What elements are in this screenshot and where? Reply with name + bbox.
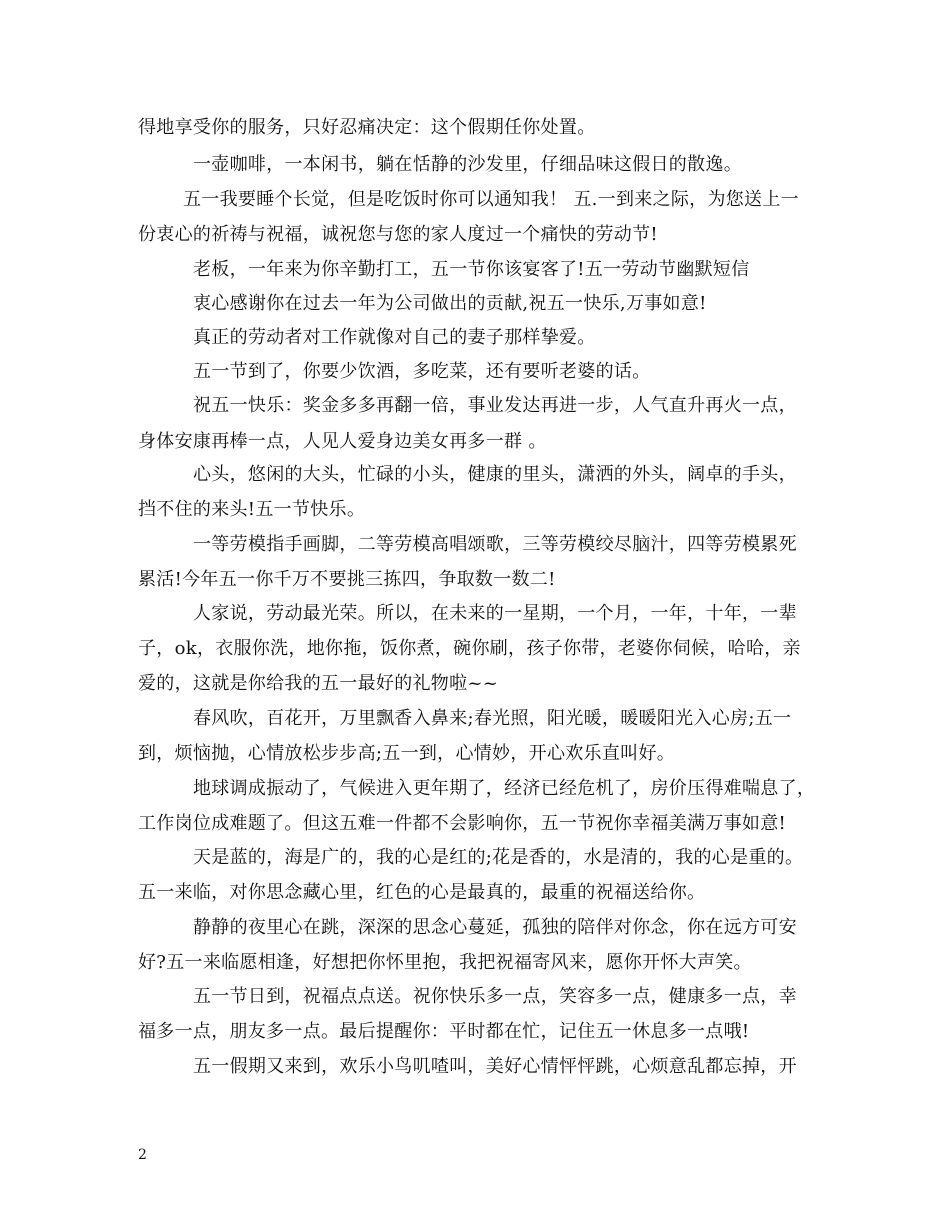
text-line: 天是蓝的，海是广的，我的心是红的;花是香的，水是清的，我的心是重的。 [193,847,804,868]
text-line: 爱的，这就是你给我的五一最好的礼物啦~~ [138,673,499,694]
text-line: 福多一点，朋友多一点。最后提醒你：平时都在忙，记住五一休息多一点哦! [138,1021,750,1042]
text-line: 人家说，劳动最光荣。所以，在未来的一星期，一个月，一年，十年，一辈 [193,603,797,624]
text-line: 累活!今年五一你千万不要挑三拣四，争取数一数二! [138,569,556,590]
text-line: 份衷心的祈祷与祝福，诚祝您与您的家人度过一个痛快的劳动节! [138,224,658,245]
text-line: 五一我要睡个长觉，但是吃饭时你可以通知我！ 五.一到来之际，为您送上一 [183,189,799,210]
text-line: 一等劳模指手画脚，二等劳模高唱颂歌，三等劳模绞尽脑汁，四等劳模累死 [193,534,797,555]
text-line: 到，烦恼抛，心情放松步步高;五一到，心情妙，开心欢乐直叫好。 [138,743,676,764]
text-line: 身体安康再棒一点，人见人爱身边美女再多一群 。 [138,431,547,452]
text-line: 老板，一年来为你辛勤打工，五一节你该宴客了!五一劳动节幽默短信 [193,259,750,280]
text-line: 春风吹，百花开，万里飘香入鼻来;春光照，阳光暖，暖暖阳光入心房;五一 [193,708,792,729]
text-line: 五一假期又来到，欢乐小鸟叽喳叫，美好心情怦怦跳，心烦意乱都忘掉，开 [193,1056,797,1077]
text-line: 祝五一快乐：奖金多多再翻一倍，事业发达再进一步，人气直升再火一点， [193,395,797,416]
text-line: 静静的夜里心在跳，深深的思念心蔓延，孤独的陪伴对你念，你在远方可安 [193,917,797,938]
text-line: 好?五一来临愿相逢，好想把你怀里抱，我把祝福寄风来，愿你开怀大声笑。 [138,952,752,973]
text-line: 工作岗位成难题了。但这五难一件都不会影响你，五一节祝你幸福美满万事如意! [138,813,787,834]
text-line: 五一来临，对你思念藏心里，红色的心是最真的，最重的祝福送给你。 [138,882,706,903]
text-line: 地球调成振动了，气候进入更年期了，经济已经危机了，房价压得难喘息了， [193,778,816,799]
page-number: 2 [138,1147,147,1163]
text-line: 挡不住的来头!五一节快乐。 [138,499,366,520]
text-line: 五一节日到，祝福点点送。祝你快乐多一点，笑容多一点，健康多一点，幸 [193,986,797,1007]
text-line: 一壶咖啡，一本闲书，躺在恬静的沙发里，仔细品味这假日的散逸。 [193,154,742,175]
text-line: 衷心感谢你在过去一年为公司做出的贡献,祝五一快乐,万事如意! [193,293,707,314]
text-line: 得地享受你的服务，只好忍痛决定：这个假期任你处置。 [138,117,596,138]
text-line: 真正的劳动者对工作就像对自己的妻子那样挚爱。 [193,327,596,348]
text-line: 五一节到了，你要少饮酒，多吃菜，还有要听老婆的话。 [193,361,651,382]
text-line: 心头，悠闲的大头，忙碌的小头，健康的里头，潇洒的外头，阔卓的手头， [193,464,797,485]
text-line: 子，ok，衣服你洗，地你拖，饭你煮，碗你刷，孩子你带，老婆你伺候，哈哈，亲 [138,638,801,659]
